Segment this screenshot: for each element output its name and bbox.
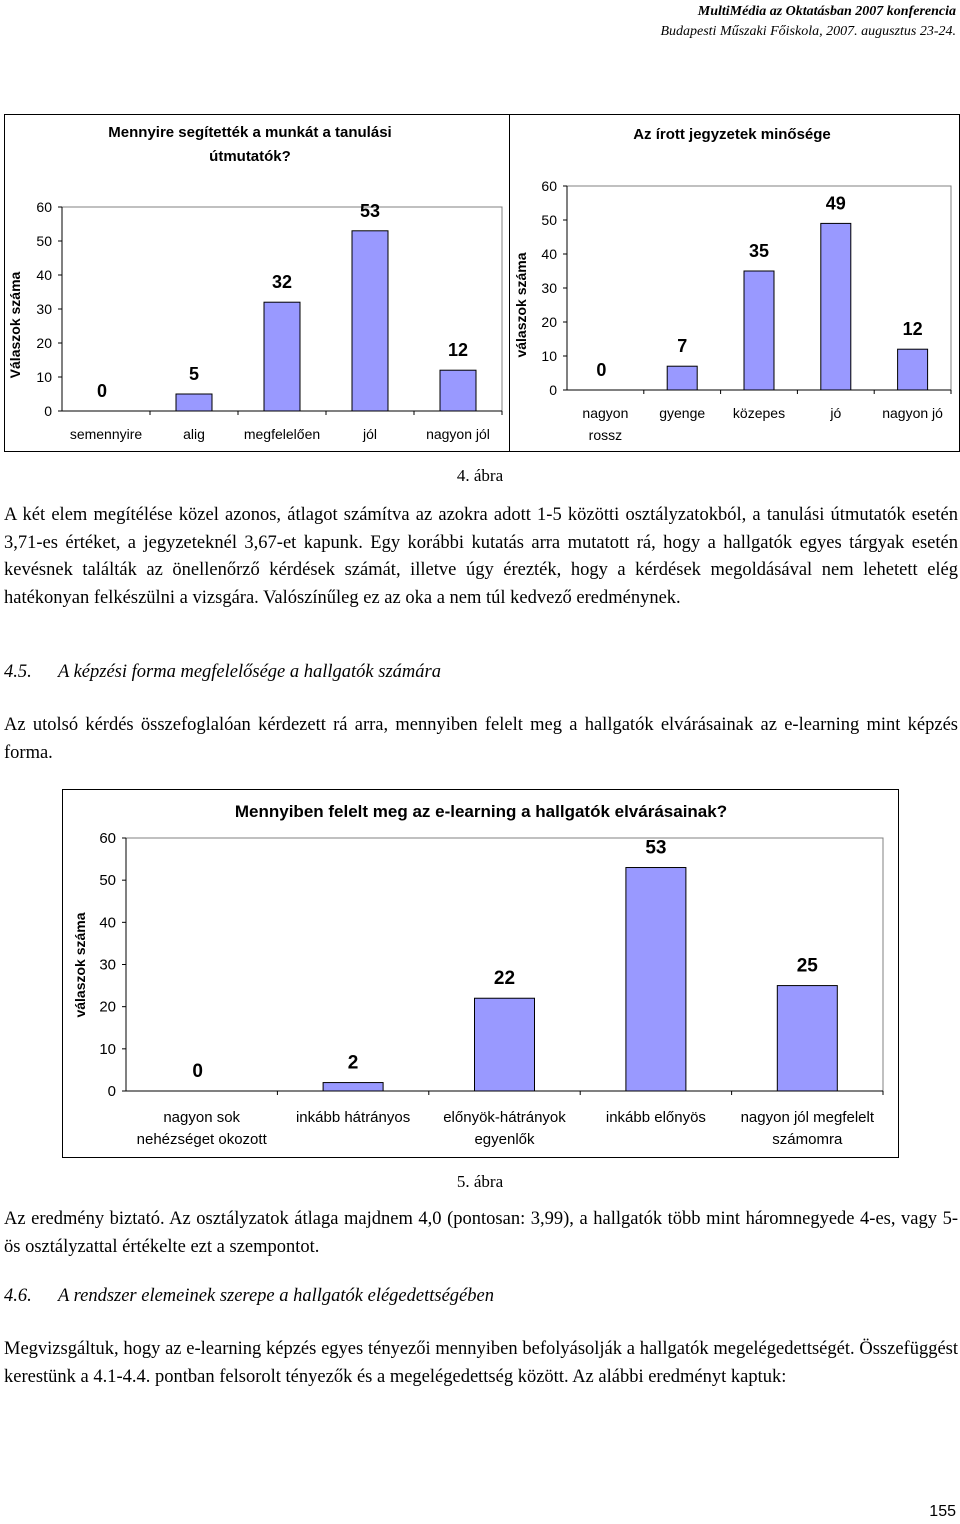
y-axis-label: Válaszok száma xyxy=(7,271,23,379)
x-tick-label: egyenlők xyxy=(474,1131,535,1148)
section-title: A képzési forma megfelelősége a hallgatók számára xyxy=(58,662,441,682)
x-tick-label: nagyon jó xyxy=(882,405,943,421)
bar xyxy=(475,998,535,1091)
data-label: 49 xyxy=(825,193,846,214)
x-tick-label: számomra xyxy=(772,1131,843,1148)
bar xyxy=(821,223,851,390)
x-tick-label: közepes xyxy=(732,405,786,421)
data-label: 53 xyxy=(359,200,381,221)
x-tick-label: nagyon jól megfelelt xyxy=(740,1109,875,1126)
x-tick-label: semennyire xyxy=(69,426,143,442)
y-tick-label: 30 xyxy=(541,280,557,296)
y-tick-label: 60 xyxy=(36,199,52,215)
section-number: 4.6. xyxy=(4,1286,32,1306)
section-title: A rendszer elemeinek szerepe a hallgatók elégedettségében xyxy=(58,1286,494,1306)
bar xyxy=(352,231,388,411)
data-label: 0 xyxy=(192,1061,203,1082)
data-label: 2 xyxy=(347,1052,359,1074)
chart-irott-jegyzetek xyxy=(509,114,960,452)
x-tick-label: inkább hátrányos xyxy=(295,1109,411,1126)
paragraph-1: A két elem megítélése közel azonos, átlagot számítva az azokra adott 1-5 közötti osztályzatokból, a tanulási útmutatók esetén 3,71-es értéket, a jegyzeteknél 3,67-et kapunk. Egy korábbi kutatás arra mutatott rá, hogy a hallgatók egyes tárgyak esetén kevésnek találták az önellenőrző kérdések számát, illetve úgy érezték, hogy a kérdések megoldásával nem lehetett elég hatékonyan felkészülni a vizsgára. Valószínűleg ez az oka a nem túl kedvező eredménynek. xyxy=(4,505,958,608)
y-tick-label: 40 xyxy=(99,914,116,932)
y-tick-label: 30 xyxy=(36,301,52,317)
y-tick-label: 40 xyxy=(36,267,52,283)
y-tick-label: 10 xyxy=(541,348,557,364)
paragraph-4: Megvizsgáltuk, hogy az e-learning képzés egyes tényezői mennyiben befolyásolják a hallgatók megelégedettségét. Összefüggést kerestünk a 4.1-4.4. pontban felsorolt tényezők és a megelégedettség között. Az alábbi eredményt kaptuk: xyxy=(4,1339,958,1387)
chart-svg xyxy=(63,790,898,1157)
data-label: 7 xyxy=(677,336,688,357)
paragraph-2: Az utolsó kérdés összefoglalóan kérdezett rá arra, mennyiben felelt meg a hallgatók elvárásainak az e-learning mint képzés forma. xyxy=(4,715,958,763)
data-label: 0 xyxy=(96,381,108,401)
y-axis-label: válaszok száma xyxy=(513,252,529,358)
x-tick-label: jó xyxy=(830,405,842,421)
bar xyxy=(264,302,300,411)
y-tick-label: 60 xyxy=(541,178,557,194)
chart-tanulasi-utmutatok xyxy=(4,114,511,452)
data-label: 22 xyxy=(493,968,516,990)
y-tick-label: 60 xyxy=(99,830,116,847)
chart-title: útmutatók? xyxy=(209,148,291,165)
x-tick-label: nagyon xyxy=(582,405,629,421)
x-tick-label: nagyon jól xyxy=(426,426,490,442)
y-tick-label: 40 xyxy=(541,246,557,262)
x-tick-label: alig xyxy=(183,426,205,442)
bar xyxy=(176,394,212,411)
bar xyxy=(777,986,837,1091)
x-tick-label: gyenge xyxy=(659,405,706,421)
y-tick-label: 20 xyxy=(99,998,116,1016)
x-tick-label: nehézséget okozott xyxy=(136,1131,267,1148)
y-tick-label: 50 xyxy=(36,233,52,249)
x-tick-label: jól xyxy=(362,426,378,442)
y-axis-label: válaszok száma xyxy=(72,912,88,1018)
x-tick-label: inkább előnyös xyxy=(605,1109,706,1126)
section-number: 4.5. xyxy=(4,662,32,682)
chart-elvarasok xyxy=(62,789,899,1158)
data-label: 25 xyxy=(796,955,818,977)
x-tick-label: előnyök-hátrányok xyxy=(443,1109,566,1126)
x-tick-label: rossz xyxy=(588,427,623,443)
data-label: 12 xyxy=(447,340,469,361)
y-tick-label: 50 xyxy=(541,212,557,228)
y-tick-label: 30 xyxy=(99,956,116,974)
bar xyxy=(667,366,697,390)
y-tick-label: 0 xyxy=(107,1083,116,1100)
data-label: 35 xyxy=(748,241,770,261)
y-tick-label: 50 xyxy=(99,872,116,890)
bar xyxy=(440,370,476,411)
y-tick-label: 20 xyxy=(541,314,557,330)
y-tick-label: 0 xyxy=(44,403,52,419)
section-4-5-heading xyxy=(4,662,958,683)
chart-svg xyxy=(510,115,959,451)
conference-title: MultiMédia az Oktatásban 2007 konferencia xyxy=(697,4,956,19)
figure-4-caption: 4. ábra xyxy=(456,466,504,485)
chart-title: Mennyire segítették a munkát a tanulási xyxy=(108,124,392,141)
data-label: 32 xyxy=(271,272,293,293)
data-label: 53 xyxy=(645,837,667,859)
chart-title: Mennyiben felelt meg az e-learning a hallgatók elvárásainak? xyxy=(234,802,728,821)
chart-svg xyxy=(5,115,510,451)
bar xyxy=(898,349,928,390)
x-tick-label: megfelelően xyxy=(243,426,321,442)
bar xyxy=(626,868,686,1091)
conference-venue: Budapesti Műszaki Főiskola, 2007. augusztus 23-24. xyxy=(660,24,956,39)
y-tick-label: 10 xyxy=(36,369,52,385)
y-tick-label: 10 xyxy=(99,1040,116,1058)
page-number: 155 xyxy=(929,1503,956,1520)
conference-header xyxy=(660,2,956,42)
chart-title: Az írott jegyzetek minősége xyxy=(633,126,831,143)
data-label: 0 xyxy=(596,360,607,380)
paragraph-3: Az eredmény biztató. Az osztályzatok átlaga majdnem 4,0 (pontosan: 3,99), a hallgatók több mint háromnegyede 4-es, vagy 5-ös osztályzattal értékelte ezt a szempontot. xyxy=(4,1209,958,1257)
y-tick-label: 20 xyxy=(36,335,52,351)
bar xyxy=(744,271,774,390)
section-4-6-heading xyxy=(4,1286,958,1307)
bar xyxy=(323,1083,383,1091)
x-tick-label: nagyon sok xyxy=(163,1109,241,1126)
data-label: 12 xyxy=(902,319,923,340)
figure-5-caption: 5. ábra xyxy=(456,1172,504,1191)
data-label: 5 xyxy=(188,364,200,384)
y-tick-label: 0 xyxy=(549,382,557,398)
